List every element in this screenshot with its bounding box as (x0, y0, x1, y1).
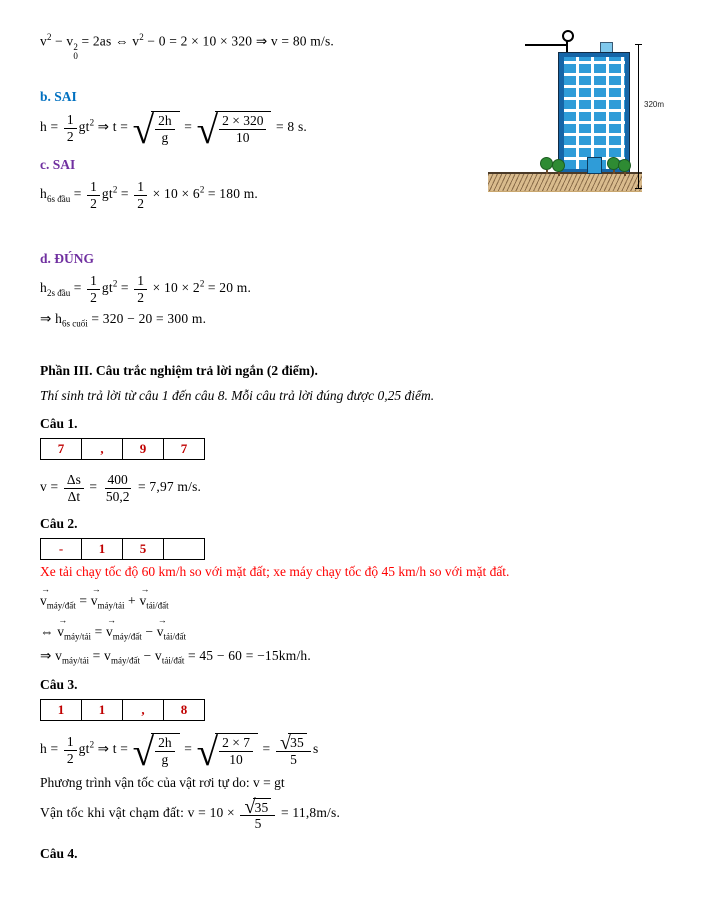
part-d-label: d. ĐÚNG (40, 251, 95, 267)
answer-table-q1 (40, 438, 205, 460)
answer-cell: 8 (163, 700, 204, 720)
answer-table-q2 (40, 538, 205, 560)
formula-impact-velocity: Vận tốc khi vật chạm đất: v = 10 × √ 35 5 = 11,8m/s. (40, 795, 341, 832)
formula-h-6s-dau: $h_{6s đầu}$ = $\frac{1}{2}$ $gt^2$ = $\frac{1}{2}$ × $10 \times 6^2 = 180$ m. (40, 179, 258, 211)
answer-cell: 7 (57, 441, 65, 457)
formula-vector-rearranged: ⇔ → $v_{máy/tải}$ = → $v_{máy/đất}$ − → $v_{tải/đất}$ (40, 614, 186, 642)
question-3-label: Câu 3. (40, 677, 78, 693)
part-c-label: c. SAI (40, 157, 76, 173)
answer-cell: 9 (122, 439, 163, 459)
question-3-velocity-equation: Phương trình vận tốc của vật rơi tự do: v = gt (40, 775, 285, 791)
section3-note: Thí sinh trả lời từ câu 1 đến câu 8. Mỗi câu trả lời đúng được 0,25 điểm. (40, 388, 435, 404)
question-1-label: Câu 1. (40, 416, 78, 432)
formula-relative-velocity: ⇒ $v_{máy/tải} = v_{máy/đất} - v_{tải/đất} = 45 - 60 = -15km/h$. (40, 647, 311, 666)
formula-h-2s-dau: $h_{2s đầu}$ = $\frac{1}{2}$ $gt^2$ = $\frac{1}{2}$ × $10 \times 2^2 = 20$ m. (40, 273, 252, 305)
formula-h-6s-cuoi: ⇒ $h_{6s cuối} = 320 - 20 = 300$ m. (40, 311, 207, 330)
question-4-label: Câu 4. (40, 845, 78, 861)
part-b-label: b. SAI (40, 89, 77, 105)
answer-cell: 5 (122, 539, 163, 559)
formula-average-speed: v = $\frac{\Delta s}{\Delta t}$ = $\frac{400}{50,2}$ = 7,97 m/s. (40, 472, 202, 504)
answer-cell (163, 539, 204, 559)
answer-cell: 1 (81, 700, 122, 720)
answer-cell: 7 (163, 439, 204, 459)
formula-vector-sum: → $v_{máy/đất}$ = → $v_{máy/tải}$ + → $v_{tải/đất}$ (40, 584, 169, 611)
formula-fall-time: h = $\frac{1}{2}$ $gt^2$ ⇒ t = √ 2h g = √ 2 × 320 10 = 8 s. (40, 108, 307, 152)
formula-fall-time-q3: h = $\frac{1}{2}$ $gt^2$ ⇒ t = √ 2h g = √ 2 × 7 10 = √ 35 5 s (40, 730, 319, 774)
answer-cell: - (58, 541, 64, 557)
question-2-statement: Xe tải chạy tốc độ 60 km/h so với mặt đất; xe máy chạy tốc độ 45 km/h so với mặt đất. (40, 564, 510, 580)
question-2-label: Câu 2. (40, 516, 78, 532)
answer-cell: , (81, 439, 122, 459)
answer-cell: , (122, 700, 163, 720)
answer-table-q3 (40, 699, 205, 721)
formula-velocity-squared: $v^2 - v$ 2 0 = 2as ⇔ $v^2 - 0 = 2 \times 10 \times 320$ ⇒ v = 80 m/s. (40, 32, 334, 61)
answer-cell: 1 (81, 539, 122, 559)
answer-cell: 1 (57, 702, 65, 718)
section3-heading: Phần III. Câu trắc nghiệm trả lời ngắn (2 điểm). (40, 363, 318, 379)
height-label: 320m (644, 100, 665, 109)
